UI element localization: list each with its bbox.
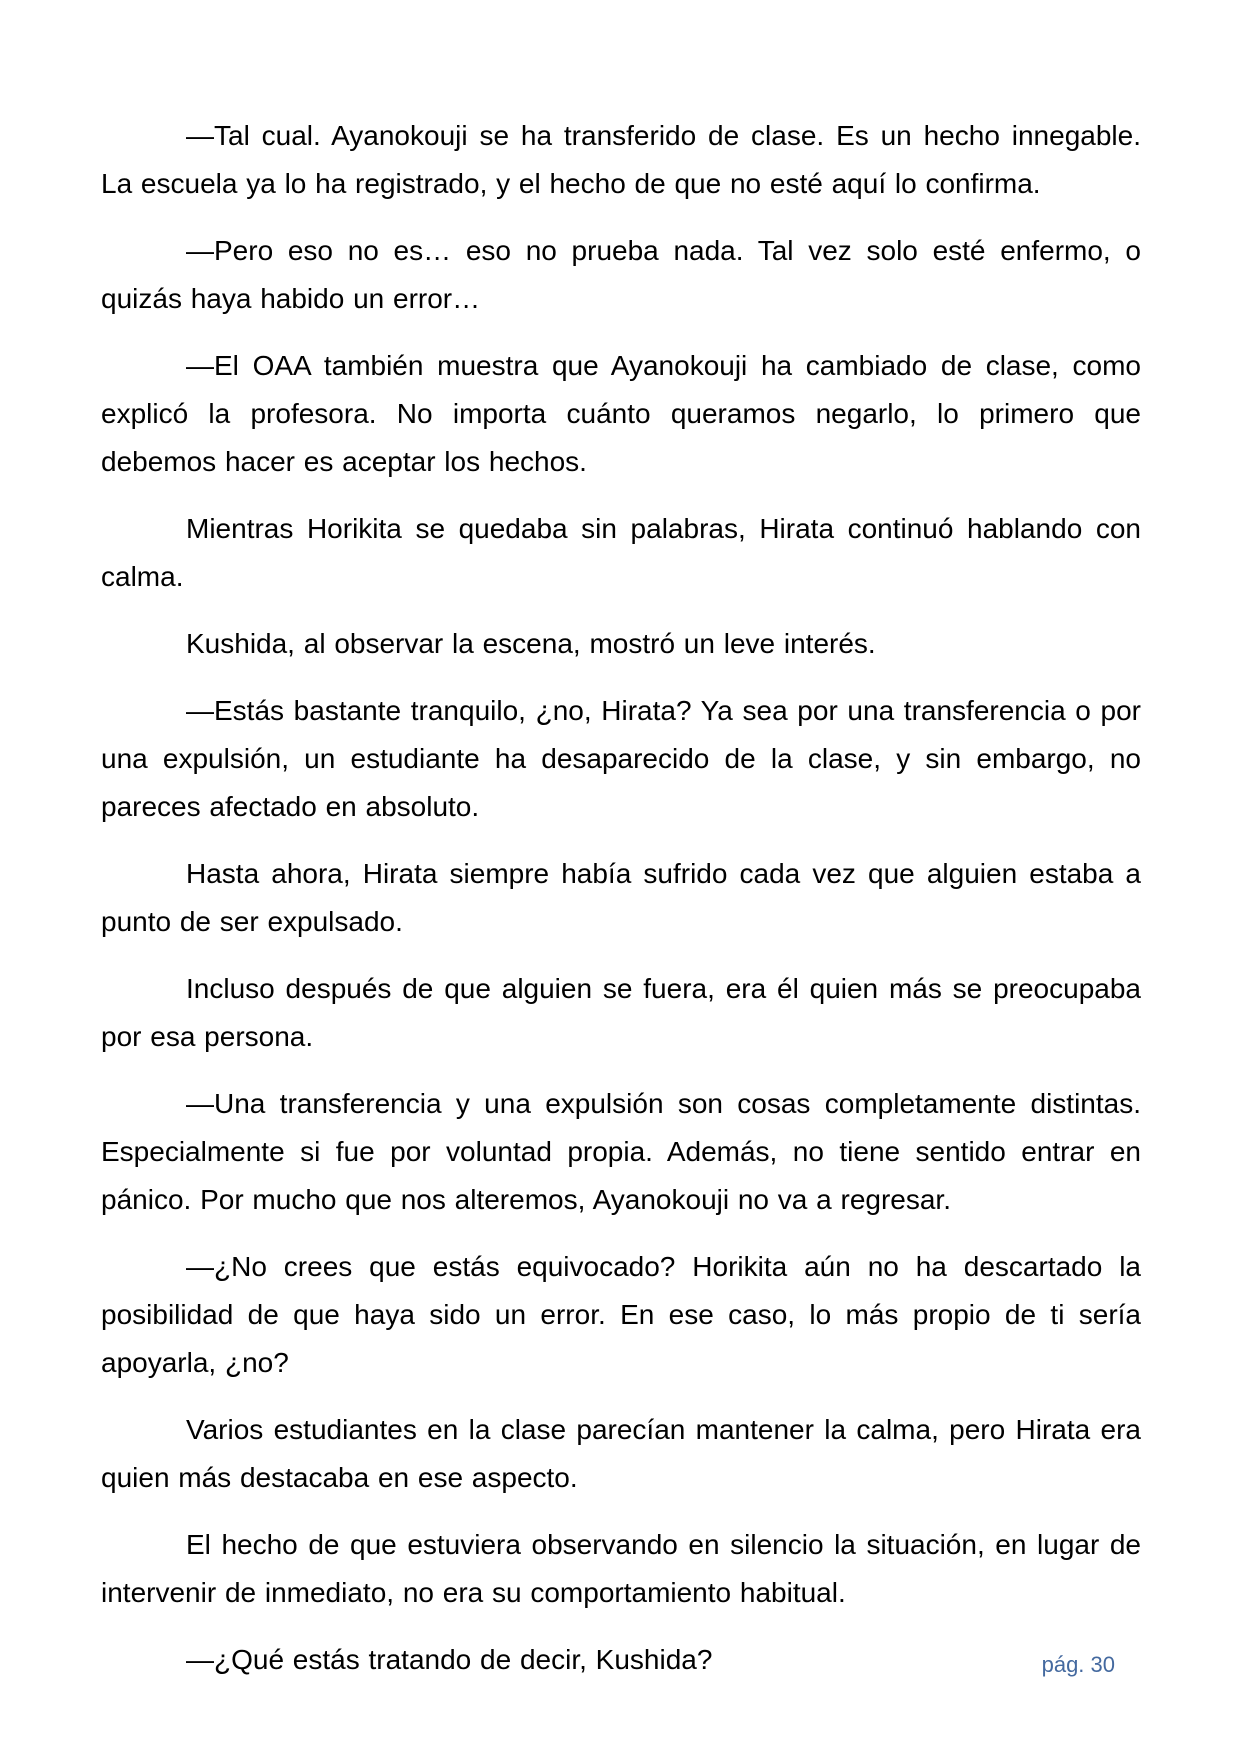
paragraph: —Una transferencia y una expulsión son cosas completamente distintas. Especialmente si fue por voluntad propia. Además, no tiene sentido entrar en pánico. Por mucho que nos alteremos, Ayanokouji no va a regresar. <box>101 1088 1141 1215</box>
paragraph: —Tal cual. Ayanokouji se ha transferido de clase. Es un hecho innegable. La escuela ya lo ha registrado, y el hecho de que no esté aquí lo confirma. <box>101 120 1141 199</box>
paragraph: —El OAA también muestra que Ayanokouji ha cambiado de clase, como explicó la profesora. No importa cuánto queramos negarlo, lo primero que debemos hacer es aceptar los hechos. <box>101 350 1141 477</box>
page-number: pág. 30 <box>1041 1652 1115 1677</box>
paragraph: —Estás bastante tranquilo, ¿no, Hirata? Ya sea por una transferencia o por una expulsión, un estudiante ha desaparecido de la clase, y sin embargo, no pareces afectado en absoluto. <box>101 695 1141 822</box>
paragraph: Mientras Horikita se quedaba sin palabras, Hirata continuó hablando con calma. <box>101 513 1141 592</box>
paragraph: Kushida, al observar la escena, mostró un leve interés. <box>186 628 876 659</box>
paragraph: Varios estudiantes en la clase parecían mantener la calma, pero Hirata era quien más destacaba en ese aspecto. <box>101 1414 1141 1493</box>
document-body <box>101 112 1141 1703</box>
paragraph: —Pero eso no es… eso no prueba nada. Tal vez solo esté enfermo, o quizás haya habido un error… <box>101 235 1141 314</box>
paragraph: Hasta ahora, Hirata siempre había sufrido cada vez que alguien estaba a punto de ser expulsado. <box>101 858 1141 937</box>
paragraph: El hecho de que estuviera observando en silencio la situación, en lugar de intervenir de inmediato, no era su comportamiento habitual. <box>101 1529 1141 1608</box>
paragraph: Incluso después de que alguien se fuera, era él quien más se preocupaba por esa persona. <box>101 973 1141 1052</box>
paragraph: —¿Qué estás tratando de decir, Kushida? <box>186 1644 713 1675</box>
paragraph: —¿No crees que estás equivocado? Horikita aún no ha descartado la posibilidad de que haya sido un error. En ese caso, lo más propio de ti sería apoyarla, ¿no? <box>101 1251 1141 1378</box>
